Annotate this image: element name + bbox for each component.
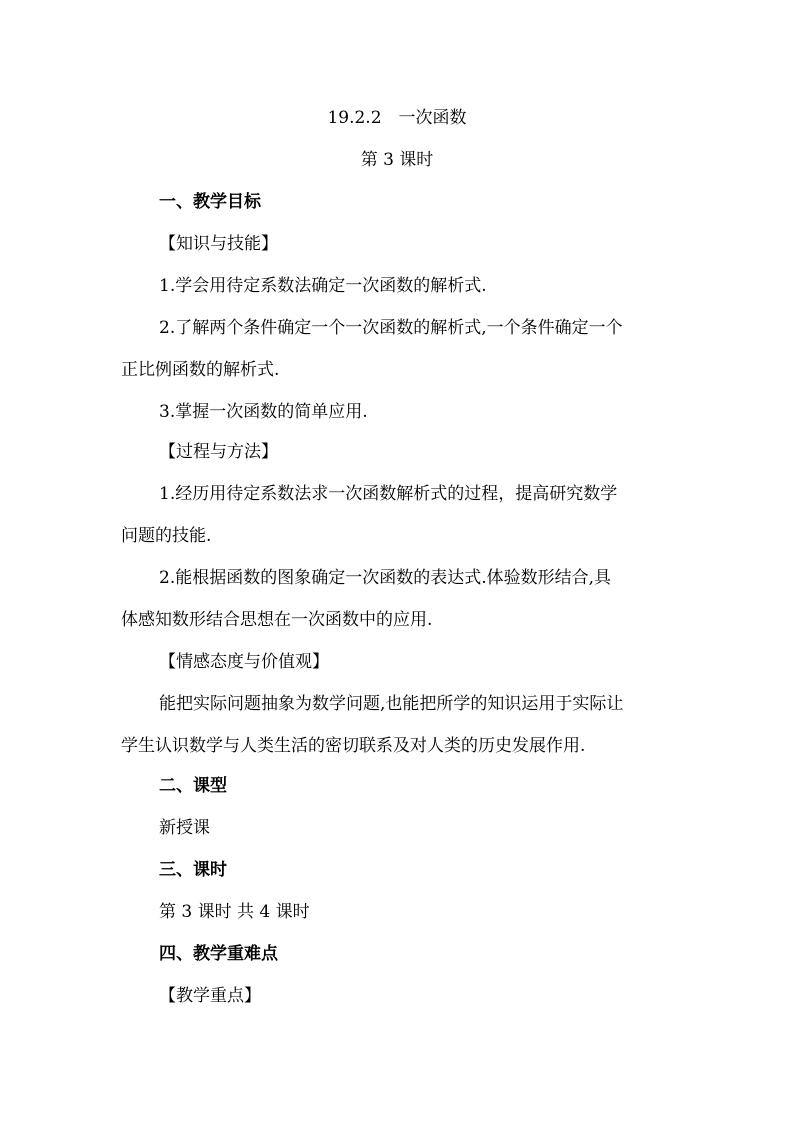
section-heading-key-difficult-points: 四、教学重难点 (159, 944, 278, 964)
emotion-paragraph-line-2: 学生认识数学与人类生活的密切联系及对人类的历史发展作用. (121, 736, 586, 756)
process-item-2-line-2: 体感知数形结合思想在一次函数中的应用. (121, 610, 433, 630)
lesson-type-value: 新授课 (159, 818, 210, 838)
knowledge-item-2-line-2: 正比例函数的解析式. (121, 360, 280, 380)
lesson-number: 第 3 课时 (360, 150, 434, 170)
process-item-1-line-1: 1.经历用待定系数法求一次函数解析式的过程，提高研究数学 (159, 484, 618, 504)
process-item-2-line-1: 2.能根据函数的图象确定一次函数的表达式.体验数形结合,具 (159, 568, 612, 588)
knowledge-item-1: 1.学会用待定系数法确定一次函数的解析式. (159, 276, 487, 296)
subheading-process-methods: 【过程与方法】 (159, 442, 278, 462)
subheading-knowledge-skills: 【知识与技能】 (159, 234, 278, 254)
subheading-teaching-key-points: 【教学重点】 (159, 986, 261, 1006)
knowledge-item-3: 3.掌握一次函数的简单应用. (159, 402, 368, 422)
document-title: 19.2.2 一次函数 (327, 108, 467, 128)
section-heading-class-hours: 三、课时 (159, 860, 227, 880)
section-heading-lesson-type: 二、课型 (159, 776, 227, 796)
section-heading-objectives: 一、教学目标 (159, 192, 261, 212)
process-item-1-line-2: 问题的技能. (121, 526, 212, 546)
knowledge-item-2-line-1: 2.了解两个条件确定一个一次函数的解析式,一个条件确定一个 (159, 318, 623, 338)
class-hours-value: 第 3 课时 共 4 课时 (159, 902, 310, 922)
emotion-paragraph-line-1: 能把实际问题抽象为数学问题,也能把所学的知识运用于实际让 (159, 694, 624, 714)
subheading-emotion-values: 【情感态度与价值观】 (159, 652, 329, 672)
